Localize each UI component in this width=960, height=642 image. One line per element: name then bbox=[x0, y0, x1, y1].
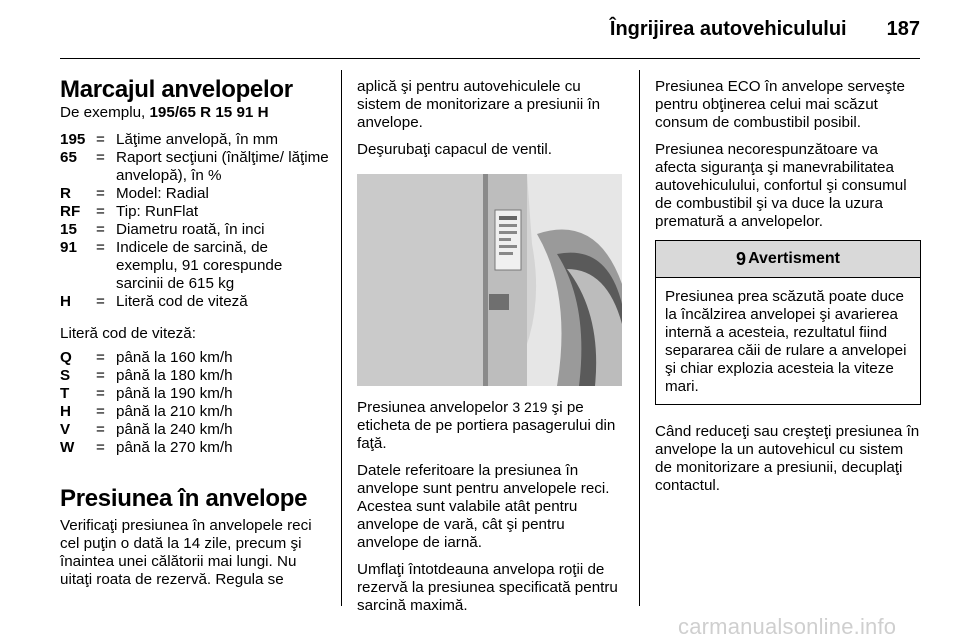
definition-row-key: H bbox=[60, 293, 71, 310]
speed-row-eq: = bbox=[96, 385, 105, 402]
page-reference-link[interactable]: 3 219 bbox=[512, 399, 548, 415]
page-number: 187 bbox=[886, 17, 920, 40]
door-label-photo bbox=[357, 174, 622, 386]
column-divider-2 bbox=[639, 70, 640, 606]
column-3 bbox=[655, 78, 921, 504]
section-title: Îngrijirea autovehiculului bbox=[609, 17, 847, 40]
paragraph-cold-tires: Datele referitoare la presiunea în anvelope sunt pentru anvelopele reci. Acestea sunt valabile atât pentru anvelope de vară, cât şi pentru anvelope de iarnă. bbox=[357, 462, 610, 551]
paragraph-spare-wheel: Umflaţi întotdeauna anvelopa roţii de rezervă la presiunea specificată pentru sarcină maximă. bbox=[357, 561, 618, 614]
speed-row-key: H bbox=[60, 403, 71, 420]
definition-row bbox=[60, 185, 330, 203]
column-divider-1 bbox=[341, 70, 342, 606]
speed-row-text: până la 160 km/h bbox=[116, 349, 233, 366]
paragraph-ignition: Când reduceţi sau creşteţi presiunea în anvelope la un autovehicul cu sistem de monitorizare a presiunii, decuplaţi contactul. bbox=[655, 423, 920, 494]
definition-row bbox=[60, 203, 330, 221]
definition-row-eq: = bbox=[96, 185, 105, 202]
definition-row bbox=[60, 293, 330, 311]
definition-row-key: 195 bbox=[60, 131, 86, 148]
definition-row-text: Model: Radial bbox=[116, 185, 209, 202]
speed-row-text: până la 210 km/h bbox=[116, 403, 233, 420]
example-prefix: De exemplu, bbox=[60, 104, 150, 121]
definition-row bbox=[60, 149, 330, 185]
paragraph-eco: Presiunea ECO în anvelope serveşte pentru obţinerea celui mai scăzut consum de combustibil posibil. bbox=[655, 78, 905, 131]
definition-row-eq: = bbox=[96, 293, 105, 310]
example-line bbox=[60, 104, 330, 122]
definition-row-eq: = bbox=[96, 239, 105, 256]
speed-row bbox=[60, 403, 233, 421]
definition-row-text: Tip: RunFlat bbox=[116, 203, 199, 220]
column-1 bbox=[60, 76, 330, 598]
warning-header bbox=[656, 241, 920, 278]
definition-row-text: Indicele de sarcină, de exemplu, 91 corespunde sarcinii de 615 kg bbox=[116, 239, 283, 292]
definition-row bbox=[60, 221, 330, 239]
paragraph-pressure-ref bbox=[357, 398, 627, 453]
speed-row-eq: = bbox=[96, 439, 105, 456]
definition-row-text: Literă cod de viteză bbox=[116, 293, 248, 310]
speed-row-text: până la 270 km/h bbox=[116, 439, 233, 456]
speed-row-eq: = bbox=[96, 403, 105, 420]
definition-row-key: 91 bbox=[60, 239, 77, 256]
speed-row-key: T bbox=[60, 385, 70, 402]
paragraph-monitoring: aplică şi pentru autovehiculele cu sistem de monitorizare a presiunii în anvelope. bbox=[357, 78, 601, 131]
header-divider bbox=[60, 58, 920, 59]
speed-row-key: S bbox=[60, 367, 71, 384]
speed-row-eq: = bbox=[96, 367, 105, 384]
speed-row-text: până la 180 km/h bbox=[116, 367, 233, 384]
speed-row-text: până la 240 km/h bbox=[116, 421, 233, 438]
definition-row-key: 15 bbox=[60, 221, 77, 238]
pressure-ref-text: Presiunea anvelopelor bbox=[357, 399, 513, 416]
definition-row-key: 65 bbox=[60, 149, 77, 166]
definition-row-text: Lăţime anvelopă, în mm bbox=[116, 131, 279, 148]
speed-row bbox=[60, 439, 233, 457]
warning-body: Presiunea prea scăzută poate duce la încălzirea anvelopei şi avarierea internă a acesteia, rezultatul fiind separarea căii de rulare a anvelopei şi chiar explozia acesteia la viteze mari. bbox=[665, 288, 907, 395]
column-2 bbox=[357, 78, 627, 624]
warning-box bbox=[655, 240, 921, 405]
speed-row-key: Q bbox=[60, 349, 72, 366]
definition-row bbox=[60, 131, 330, 149]
heading-tire-pressure: Presiunea în anvelope bbox=[60, 485, 308, 512]
speed-row bbox=[60, 349, 233, 367]
definition-row-eq: = bbox=[96, 203, 105, 220]
definition-row-text: Raport secţiuni (înălţime/ lăţime anvelopă), în % bbox=[116, 149, 329, 184]
speed-row-key: V bbox=[60, 421, 71, 438]
definition-row-eq: = bbox=[96, 149, 105, 166]
pressure-paragraph: Verificaţi presiunea în anvelopele reci cel puţin o dată la 14 zile, precum şi înaintea unei călătorii mai lungi. Nu uitaţi roata de rezervă. Regula se bbox=[60, 517, 312, 588]
paragraph-valve-cap: Deşurubaţi capacul de ventil. bbox=[357, 141, 553, 158]
definition-row bbox=[60, 239, 330, 293]
speed-row bbox=[60, 421, 233, 439]
speed-row-text: până la 190 km/h bbox=[116, 385, 233, 402]
warning-triangle-icon: 9 bbox=[736, 249, 747, 269]
speed-code-table bbox=[60, 349, 233, 457]
door-label-illustration bbox=[357, 174, 622, 386]
pressure-ref-text-end: şi pe eticheta de pe portiera pasagerului din faţă. bbox=[357, 399, 616, 452]
speed-row-eq: = bbox=[96, 421, 105, 438]
speed-row bbox=[60, 367, 233, 385]
speed-code-intro: Literă cod de viteză: bbox=[60, 325, 196, 342]
speed-row bbox=[60, 385, 233, 403]
paragraph-incorrect-pressure: Presiunea necorespunzătoare va afecta siguranţa şi manevrabilitatea autovehiculului, confortul şi consumul de combustibil şi va duce la uzura prematură a anvelopelor. bbox=[655, 141, 907, 230]
speed-row-key: W bbox=[60, 439, 75, 456]
watermark: carmanualsonline.info bbox=[678, 614, 897, 639]
definition-row-key: RF bbox=[60, 203, 81, 220]
tire-code-definitions bbox=[60, 131, 330, 311]
heading-tire-markings: Marcajul anvelopelor bbox=[60, 76, 293, 103]
warning-title: Avertisment bbox=[748, 250, 840, 267]
example-code: 195/65 R 15 91 H bbox=[149, 104, 269, 121]
definition-row-text: Diametru roată, în inci bbox=[116, 221, 265, 238]
definition-row-key: R bbox=[60, 185, 71, 202]
page-header bbox=[610, 14, 920, 44]
definition-row-eq: = bbox=[96, 131, 105, 148]
speed-row-eq: = bbox=[96, 349, 105, 366]
definition-row-eq: = bbox=[96, 221, 105, 238]
